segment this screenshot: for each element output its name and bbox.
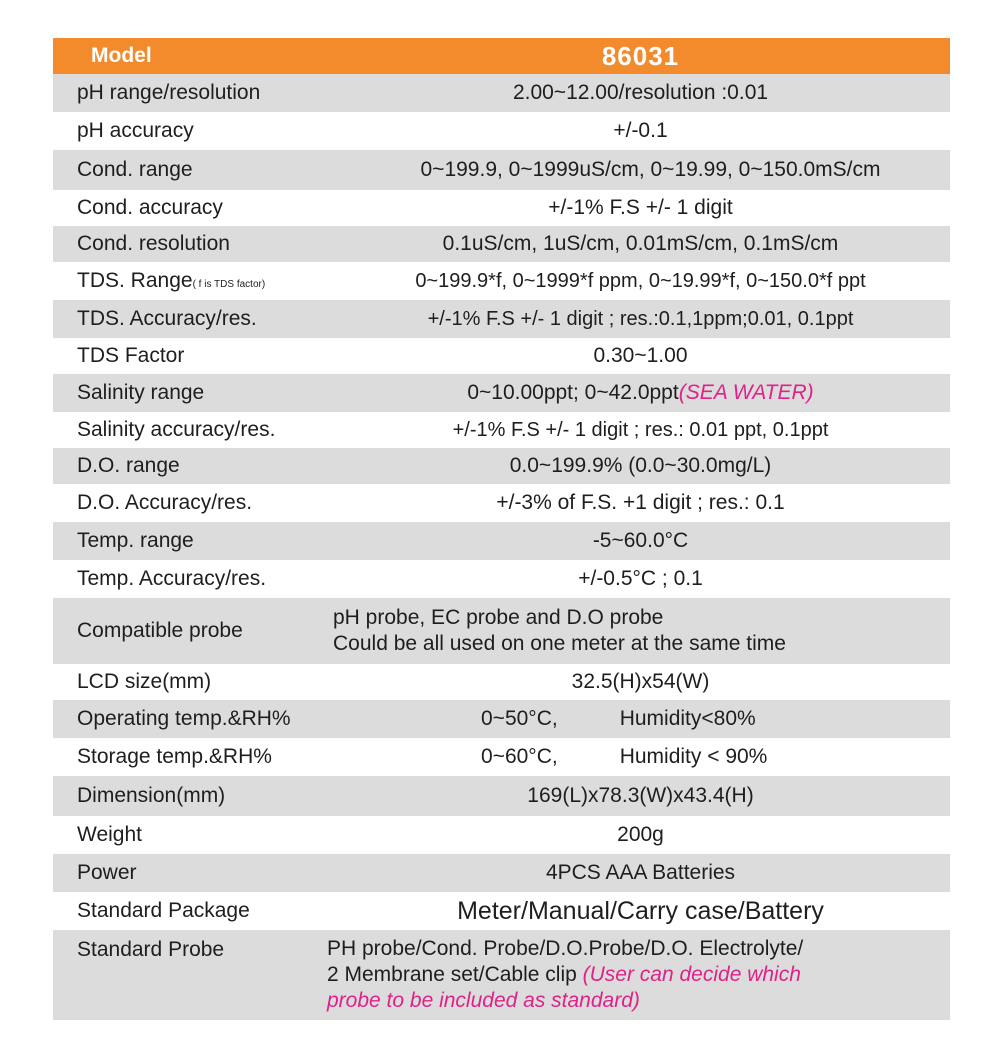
spec-label: Power <box>77 861 137 884</box>
user-choice-note: probe to be included as standard) <box>327 989 640 1012</box>
spec-label: TDS Factor <box>77 344 185 367</box>
spec-row-standard-package <box>53 892 950 930</box>
spec-label: Standard Package <box>77 899 250 922</box>
spec-value: 2.00~12.00/resolution :0.01 <box>512 81 769 104</box>
spec-row-cond-range <box>53 150 950 190</box>
spec-label: Cond. accuracy <box>77 196 223 219</box>
spec-label: pH accuracy <box>77 119 194 142</box>
spec-value <box>331 707 950 731</box>
spec-value-line <box>327 962 950 988</box>
spec-table <box>53 38 950 1020</box>
spec-value: +/-3% of F.S. +1 digit ; res.: 0.1 <box>496 491 785 514</box>
spec-row-cond-accuracy <box>53 190 950 226</box>
spec-label: Standard Probe <box>77 938 225 961</box>
spec-label-note: ( f is TDS factor) <box>192 279 266 290</box>
spec-row-power <box>53 854 950 892</box>
model-number: 86031 <box>601 40 680 71</box>
spec-label <box>53 269 331 293</box>
header-label: Model <box>91 44 152 67</box>
spec-value-temp: 0~50°C, <box>481 707 558 730</box>
spec-label: Cond. range <box>77 158 193 181</box>
spec-label: Salinity range <box>77 381 205 404</box>
spec-value-humidity: Humidity<80% <box>619 707 756 730</box>
spec-value: +/-0.5°C ; 0.1 <box>578 567 703 590</box>
spec-label-text: TDS. Range <box>77 269 193 292</box>
spec-row-weight <box>53 816 950 854</box>
spec-row-do-accuracy <box>53 484 950 522</box>
spec-value: 200g <box>617 823 664 846</box>
spec-value: 0.30~1.00 <box>593 344 688 367</box>
spec-value: +/-1% F.S +/- 1 digit ; res.:0.1,1ppm;0.01, 0.1ppt <box>427 307 854 330</box>
spec-value: +/-0.1 <box>613 119 668 142</box>
spec-row-storage-temp <box>53 738 950 776</box>
spec-value <box>331 381 950 405</box>
spec-row-lcd-size <box>53 664 950 700</box>
spec-row-operating-temp <box>53 700 950 738</box>
spec-label: LCD size(mm) <box>77 670 212 693</box>
spec-label: D.O. range <box>77 454 180 477</box>
spec-row-temp-range <box>53 522 950 560</box>
spec-value: 32.5(H)x54(W) <box>571 670 710 693</box>
spec-value: 0.0~199.9% (0.0~30.0mg/L) <box>509 454 772 477</box>
spec-value: -5~60.0°C <box>592 529 689 552</box>
spec-label: Temp. Accuracy/res. <box>77 567 267 590</box>
spec-label: Salinity accuracy/res. <box>77 418 276 441</box>
spec-row-salinity-accuracy <box>53 412 950 448</box>
spec-value: 0.1uS/cm, 1uS/cm, 0.01mS/cm, 0.1mS/cm <box>442 232 839 255</box>
spec-value <box>327 936 950 1014</box>
user-choice-note: (User can decide which <box>582 963 801 986</box>
spec-value-line: Could be all used on one meter at the same time <box>333 632 786 655</box>
spec-label: TDS. Accuracy/res. <box>77 307 257 330</box>
header-row <box>53 38 950 74</box>
spec-value: +/-1% F.S +/- 1 digit <box>548 196 733 219</box>
spec-row-salinity-range <box>53 374 950 412</box>
spec-value: +/-1% F.S +/- 1 digit ; res.: 0.01 ppt, 0.1ppt <box>452 418 829 441</box>
spec-value: 4PCS AAA Batteries <box>545 861 736 884</box>
spec-row-standard-probe <box>53 930 950 1020</box>
spec-value <box>331 605 950 657</box>
spec-value-text: 0~10.00ppt; 0~42.0ppt <box>467 381 679 404</box>
spec-row-ph-accuracy <box>53 112 950 150</box>
spec-value-text: 2 Membrane set/Cable clip <box>327 963 577 986</box>
spec-label: Operating temp.&RH% <box>77 707 291 730</box>
spec-value-line: PH probe/Cond. Probe/D.O.Probe/D.O. Electrolyte/ <box>327 937 804 960</box>
spec-label: Compatible probe <box>77 619 243 642</box>
spec-value: Meter/Manual/Carry case/Battery <box>457 896 824 925</box>
spec-label: pH range/resolution <box>77 81 261 104</box>
spec-value: 169(L)x78.3(W)x43.4(H) <box>527 784 754 807</box>
spec-value-temp: 0~60°C, <box>481 745 558 768</box>
spec-row-dimension <box>53 776 950 816</box>
sea-water-note: (SEA WATER) <box>678 381 814 404</box>
spec-row-ph-range <box>53 74 950 112</box>
spec-value: 0~199.9*f, 0~1999*f ppm, 0~19.99*f, 0~150.0*f ppt <box>415 269 866 292</box>
spec-row-tds-accuracy <box>53 300 950 338</box>
spec-row-temp-accuracy <box>53 560 950 598</box>
spec-row-cond-resolution <box>53 226 950 262</box>
spec-label: Temp. range <box>77 529 194 552</box>
spec-value-line: pH probe, EC probe and D.O probe <box>333 606 664 629</box>
spec-row-tds-range <box>53 262 950 300</box>
spec-value <box>331 745 950 769</box>
spec-row-tds-factor <box>53 338 950 374</box>
spec-value-humidity: Humidity < 90% <box>619 745 768 768</box>
spec-label: Weight <box>77 823 142 846</box>
spec-label: Dimension(mm) <box>77 784 226 807</box>
spec-value: 0~199.9, 0~1999uS/cm, 0~19.99, 0~150.0mS/cm <box>420 158 881 181</box>
spec-row-do-range <box>53 448 950 484</box>
spec-label: Cond. resolution <box>77 232 230 255</box>
spec-label: D.O. Accuracy/res. <box>77 491 253 514</box>
spec-row-compatible-probe <box>53 598 950 664</box>
spec-label: Storage temp.&RH% <box>77 745 272 768</box>
